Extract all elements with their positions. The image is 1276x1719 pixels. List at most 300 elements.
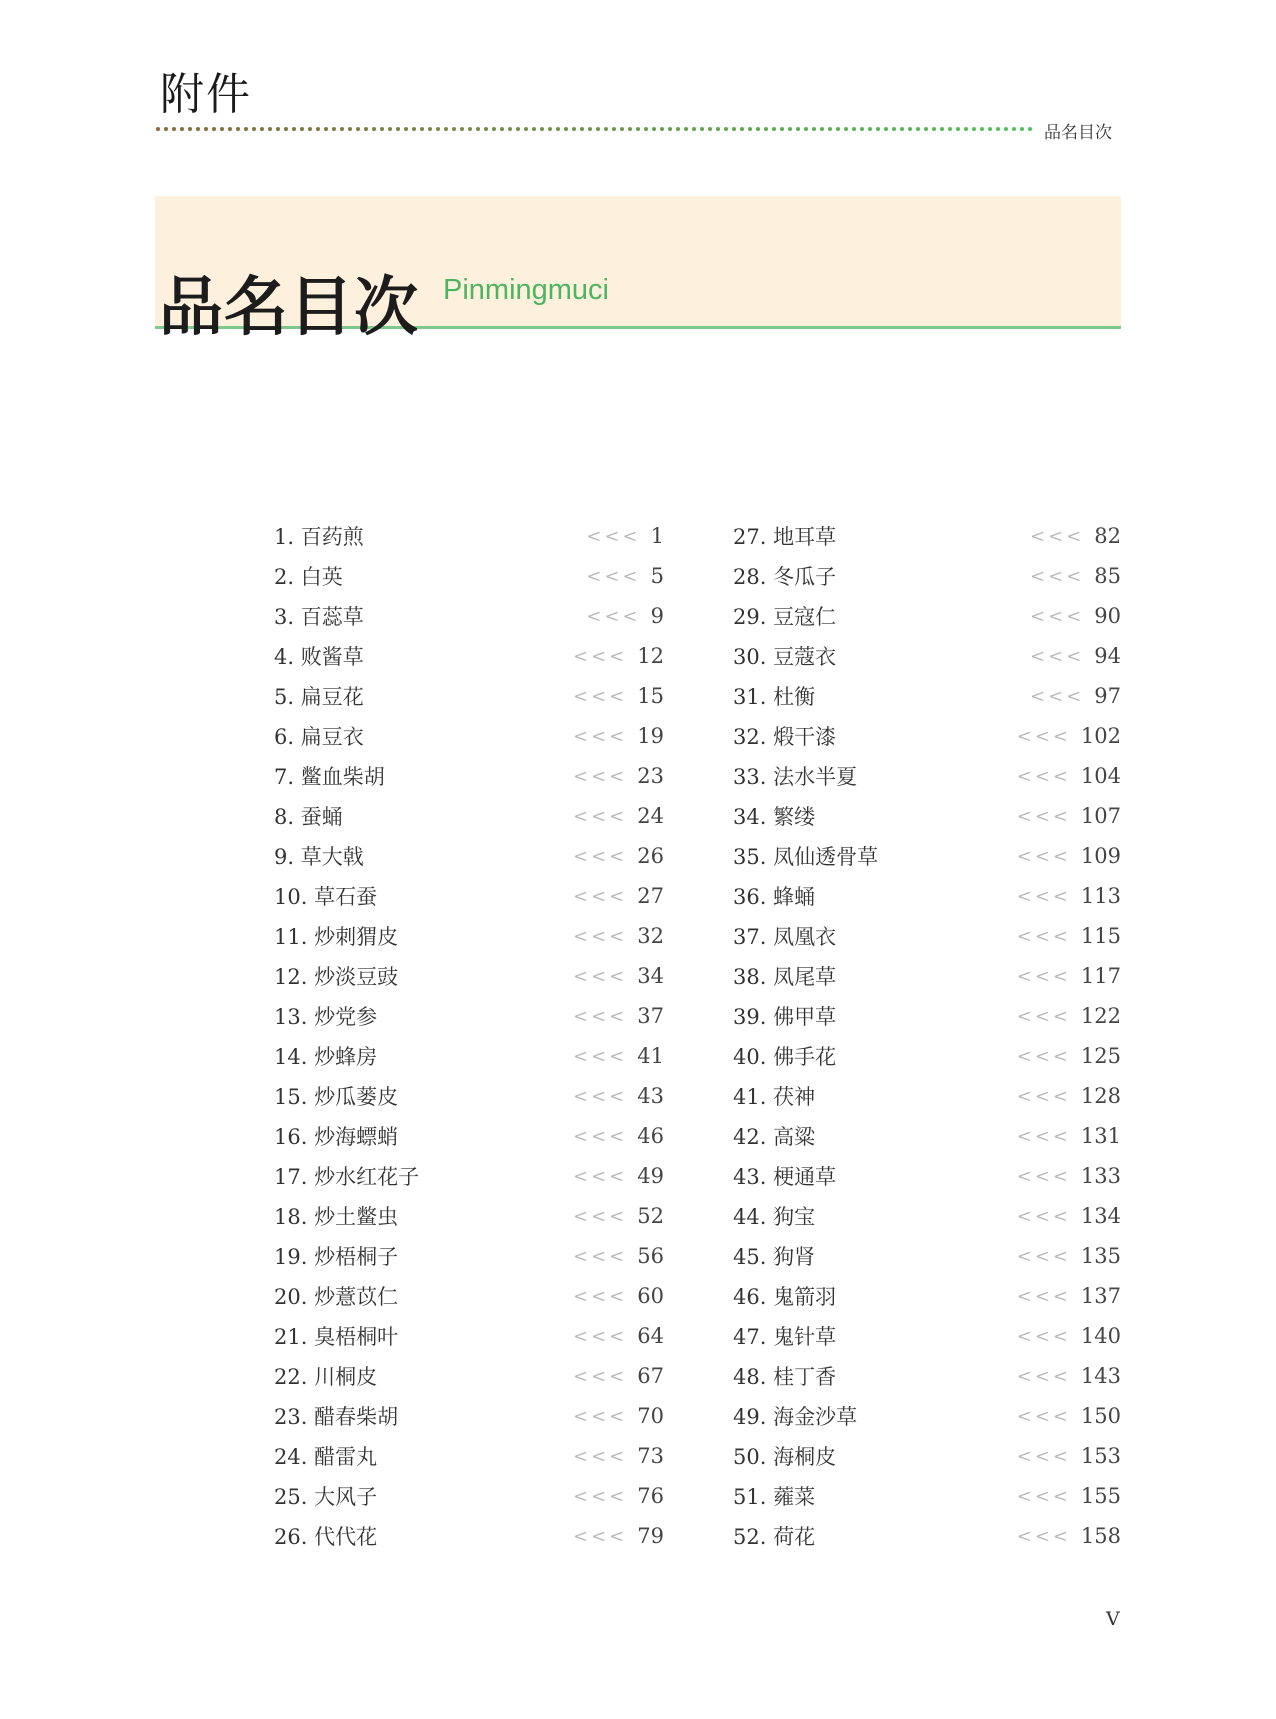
rule-dot	[276, 127, 280, 131]
leader-arrows: <<<	[573, 1325, 628, 1347]
rule-dot	[956, 127, 960, 131]
toc-entry-page-number: 135	[1080, 1244, 1121, 1268]
rule-dot	[452, 127, 456, 131]
leader-arrows: <<<	[1016, 725, 1071, 747]
toc-entry-name: 37. 凤凰衣	[733, 925, 837, 949]
leader-arrows: <<<	[1016, 845, 1071, 867]
toc-entry-page-ref	[573, 1164, 664, 1188]
leader-arrows: <<<	[1016, 805, 1071, 827]
rule-dot	[924, 127, 928, 131]
rule-dot	[284, 127, 288, 131]
rule-dot	[708, 127, 712, 131]
rule-dot	[332, 127, 336, 131]
toc-entry-page-number: 134	[1080, 1204, 1121, 1228]
rule-dot	[404, 127, 408, 131]
toc-entry-page-number: 46	[637, 1124, 664, 1148]
toc-entry[interactable]	[274, 676, 664, 716]
rule-dot	[348, 127, 352, 131]
rule-dot	[796, 127, 800, 131]
rule-dot	[412, 127, 416, 131]
toc-entry-page-number: 122	[1080, 1004, 1121, 1028]
toc-entry[interactable]	[733, 836, 1121, 876]
toc-entry-page-ref	[1030, 524, 1121, 548]
toc-entry-page-ref	[1017, 1324, 1121, 1348]
rule-dot	[932, 127, 936, 131]
leader-arrows: <<<	[573, 885, 628, 907]
toc-entry-page-ref	[573, 804, 664, 828]
leader-arrows: <<<	[573, 685, 628, 707]
toc-entry-name: 39. 佛甲草	[733, 1005, 837, 1029]
leader-arrows: <<<	[1016, 1325, 1071, 1347]
toc-entry-page-ref	[573, 844, 664, 868]
rule-dot	[732, 127, 736, 131]
rule-dot	[436, 127, 440, 131]
rule-dot	[300, 127, 304, 131]
leader-arrows: <<<	[573, 1165, 628, 1187]
toc-entry[interactable]	[733, 1476, 1121, 1516]
toc-entry-page-ref	[586, 604, 664, 628]
toc-entry[interactable]	[733, 556, 1121, 596]
rule-dot	[940, 127, 944, 131]
toc-entry[interactable]	[733, 1276, 1121, 1316]
rule-dot	[908, 127, 912, 131]
leader-arrows: <<<	[586, 525, 641, 547]
toc-entry-page-ref	[1030, 684, 1121, 708]
toc-entry-page-number: 12	[637, 644, 664, 668]
toc-entry-name: 27. 地耳草	[733, 525, 837, 549]
rule-dot	[844, 127, 848, 131]
toc-entry-page-ref	[573, 764, 664, 788]
leader-arrows: <<<	[1030, 685, 1085, 707]
rule-dot	[324, 127, 328, 131]
leader-arrows: <<<	[573, 1245, 628, 1267]
toc-entry[interactable]	[733, 1036, 1121, 1076]
rule-dot	[268, 127, 272, 131]
toc-entry[interactable]	[733, 636, 1121, 676]
toc-entry-page-ref	[1017, 1164, 1121, 1188]
toc-entry[interactable]	[733, 716, 1121, 756]
toc-entry[interactable]	[274, 556, 664, 596]
toc-entry-name: 49. 海金沙草	[733, 1405, 858, 1429]
toc-entry-page-ref	[1017, 724, 1121, 748]
toc-entry[interactable]	[274, 956, 664, 996]
toc-entry-page-ref	[573, 1204, 664, 1228]
dotted-rule	[156, 126, 1036, 132]
toc-entry[interactable]	[733, 1196, 1121, 1236]
toc-entry[interactable]	[274, 1036, 664, 1076]
toc-entry-name: 15. 炒瓜蒌皮	[274, 1085, 399, 1109]
rule-dot	[948, 127, 952, 131]
rule-dot	[388, 127, 392, 131]
toc-entry-name: 10. 草石蚕	[274, 885, 378, 909]
rule-dot	[156, 127, 160, 131]
rule-dot	[748, 127, 752, 131]
leader-arrows: <<<	[1016, 1525, 1071, 1547]
toc-entry[interactable]	[733, 1396, 1121, 1436]
toc-entry-page-number: 41	[637, 1044, 664, 1068]
rule-dot	[668, 127, 672, 131]
rule-dot	[500, 127, 504, 131]
toc-entry-name: 3. 百蕊草	[274, 605, 364, 629]
rule-dot	[684, 127, 688, 131]
rule-dot	[484, 127, 488, 131]
toc-entry-name: 4. 败酱草	[274, 645, 364, 669]
toc-entry[interactable]	[274, 1476, 664, 1516]
rule-dot	[1004, 127, 1008, 131]
toc-entry-page-ref	[1017, 844, 1121, 868]
leader-arrows: <<<	[1030, 565, 1085, 587]
toc-entry-page-number: 153	[1080, 1444, 1121, 1468]
rule-dot	[380, 127, 384, 131]
rule-dot	[396, 127, 400, 131]
toc-entry-page-number: 113	[1080, 884, 1121, 908]
toc-entry[interactable]	[733, 756, 1121, 796]
toc-entry-name: 40. 佛手花	[733, 1045, 837, 1069]
rule-dot	[772, 127, 776, 131]
toc-entry[interactable]	[733, 1116, 1121, 1156]
rule-dot	[988, 127, 992, 131]
leader-arrows: <<<	[1016, 885, 1071, 907]
rule-dot	[644, 127, 648, 131]
toc-entry-page-number: 56	[637, 1244, 664, 1268]
toc-entry[interactable]	[733, 1156, 1121, 1196]
leader-arrows: <<<	[573, 1125, 628, 1147]
toc-entry-name: 38. 凤尾草	[733, 965, 837, 989]
toc-entry-page-number: 82	[1094, 524, 1121, 548]
toc-entry-page-ref	[1017, 1084, 1121, 1108]
toc-entry-name: 28. 冬瓜子	[733, 565, 837, 589]
leader-arrows: <<<	[1016, 1125, 1071, 1147]
rule-dot	[540, 127, 544, 131]
toc-entry-name: 16. 炒海螵蛸	[274, 1125, 399, 1149]
leader-arrows: <<<	[573, 845, 628, 867]
toc-entry-name: 50. 海桐皮	[733, 1445, 837, 1469]
toc-entry-page-number: 117	[1080, 964, 1121, 988]
toc-entry-name: 23. 醋春柴胡	[274, 1405, 399, 1429]
toc-entry[interactable]	[274, 996, 664, 1036]
toc-entry-page-number: 15	[637, 684, 664, 708]
toc-entry-page-number: 133	[1080, 1164, 1121, 1188]
rule-dot	[588, 127, 592, 131]
toc-entry[interactable]	[733, 1436, 1121, 1476]
toc-entry-page-number: 140	[1080, 1324, 1121, 1348]
toc-entry[interactable]	[733, 1356, 1121, 1396]
toc-entry[interactable]	[274, 636, 664, 676]
toc-entry[interactable]	[274, 756, 664, 796]
toc-entry-page-number: 52	[637, 1204, 664, 1228]
leader-arrows: <<<	[573, 1205, 628, 1227]
toc-entry[interactable]	[733, 1316, 1121, 1356]
rule-dot	[892, 127, 896, 131]
rule-dot	[620, 127, 624, 131]
toc-entry-page-ref	[1017, 924, 1121, 948]
toc-entry-name: 1. 百药煎	[274, 525, 364, 549]
rule-dot	[564, 127, 568, 131]
toc-entry-page-ref	[573, 1324, 664, 1348]
toc-entry-name: 51. 蕹菜	[733, 1485, 816, 1509]
toc-entry-name: 32. 煅干漆	[733, 725, 837, 749]
rule-dot	[724, 127, 728, 131]
toc-entry[interactable]	[274, 836, 664, 876]
toc-entry-page-ref	[1017, 1044, 1121, 1068]
toc-entry-page-ref	[1017, 1284, 1121, 1308]
toc-entry-page-ref	[573, 724, 664, 748]
toc-entry-name: 22. 川桐皮	[274, 1365, 378, 1389]
toc-entry-name: 30. 豆蔻衣	[733, 645, 837, 669]
toc-entry[interactable]	[274, 1236, 664, 1276]
toc-entry-page-ref	[573, 644, 664, 668]
leader-arrows: <<<	[1016, 925, 1071, 947]
toc-entry-page-ref	[1017, 1524, 1121, 1548]
toc-entry-name: 19. 炒梧桐子	[274, 1245, 399, 1269]
leader-arrows: <<<	[573, 1485, 628, 1507]
toc-entry-page-number: 60	[637, 1284, 664, 1308]
toc-entry-page-number: 24	[637, 804, 664, 828]
toc-entry-page-number: 70	[637, 1404, 664, 1428]
toc-entry-page-number: 1	[650, 524, 664, 548]
toc-entry-page-ref	[1030, 564, 1121, 588]
toc-entry-name: 2. 白英	[274, 565, 343, 589]
toc-entry[interactable]	[733, 916, 1121, 956]
rule-dot	[228, 127, 232, 131]
toc-entry-name: 18. 炒土鳖虫	[274, 1205, 399, 1229]
leader-arrows: <<<	[1030, 605, 1085, 627]
toc-entry-name: 35. 凤仙透骨草	[733, 845, 879, 869]
rule-dot	[804, 127, 808, 131]
toc-entry-page-ref	[1017, 964, 1121, 988]
leader-arrows: <<<	[573, 1285, 628, 1307]
rule-dot	[508, 127, 512, 131]
toc-entry-page-number: 32	[637, 924, 664, 948]
toc-entry-page-number: 109	[1080, 844, 1121, 868]
toc-entry[interactable]	[274, 1196, 664, 1236]
rule-dot	[716, 127, 720, 131]
rule-dot	[980, 127, 984, 131]
toc-entry-name: 48. 桂丁香	[733, 1365, 837, 1389]
toc-entry-page-number: 97	[1094, 684, 1121, 708]
leader-arrows: <<<	[573, 1405, 628, 1427]
rule-dot	[260, 127, 264, 131]
rule-dot	[188, 127, 192, 131]
toc-entry-page-ref	[1017, 1364, 1121, 1388]
toc-entry-page-ref	[1017, 1124, 1121, 1148]
toc-entry-name: 5. 扁豆花	[274, 685, 364, 709]
toc-entry[interactable]	[274, 1156, 664, 1196]
rule-dot	[836, 127, 840, 131]
rule-dot	[516, 127, 520, 131]
toc-entry-name: 43. 梗通草	[733, 1165, 837, 1189]
rule-dot	[596, 127, 600, 131]
rule-dot	[428, 127, 432, 131]
toc-entry-page-number: 43	[637, 1084, 664, 1108]
toc-entry-page-number: 73	[637, 1444, 664, 1468]
toc-entry-name: 11. 炒刺猬皮	[274, 925, 399, 949]
leader-arrows: <<<	[573, 1525, 628, 1547]
rule-dot	[676, 127, 680, 131]
toc-entry-page-number: 37	[637, 1004, 664, 1028]
rule-dot	[764, 127, 768, 131]
rule-dot	[972, 127, 976, 131]
rule-dot	[468, 127, 472, 131]
toc-entry-page-ref	[573, 924, 664, 948]
rule-dot	[1012, 127, 1016, 131]
toc-entry-name: 29. 豆寇仁	[733, 605, 837, 629]
rule-dot	[964, 127, 968, 131]
toc-entry-page-ref	[573, 1284, 664, 1308]
leader-arrows: <<<	[1016, 1165, 1071, 1187]
rule-dot	[900, 127, 904, 131]
rule-dot	[604, 127, 608, 131]
rule-dot	[636, 127, 640, 131]
toc-entry-page-ref	[1017, 1404, 1121, 1428]
rule-dot	[876, 127, 880, 131]
toc-entry[interactable]	[733, 956, 1121, 996]
toc-entry-name: 31. 杜衡	[733, 685, 816, 709]
rule-dot	[572, 127, 576, 131]
toc-entry-page-number: 23	[637, 764, 664, 788]
toc-entry-name: 20. 炒薏苡仁	[274, 1285, 399, 1309]
toc-entry-page-ref	[573, 684, 664, 708]
toc-entry-page-ref	[1017, 1444, 1121, 1468]
toc-entry-page-ref	[573, 1084, 664, 1108]
toc-entry-page-number: 150	[1080, 1404, 1121, 1428]
rule-dot	[828, 127, 832, 131]
toc-entry-page-number: 102	[1080, 724, 1121, 748]
rule-dot	[884, 127, 888, 131]
header-title: 附件	[160, 69, 252, 120]
toc-entry-name: 9. 草大戟	[274, 845, 364, 869]
toc-column-right	[733, 516, 1121, 1556]
toc-entry-page-number: 79	[637, 1524, 664, 1548]
rule-dot	[756, 127, 760, 131]
rule-dot	[244, 127, 248, 131]
rule-dot	[780, 127, 784, 131]
leader-arrows: <<<	[1030, 525, 1085, 547]
toc-entry-name: 8. 蚕蛹	[274, 805, 343, 829]
toc-entry-name: 45. 狗肾	[733, 1245, 816, 1269]
toc-entry[interactable]	[733, 676, 1121, 716]
toc-entry-page-number: 76	[637, 1484, 664, 1508]
title-banner	[155, 196, 1121, 345]
rule-dot	[252, 127, 256, 131]
rule-dot	[1020, 127, 1024, 131]
toc-entry-page-ref	[573, 884, 664, 908]
rule-dot	[340, 127, 344, 131]
toc-entry-page-ref	[1017, 1244, 1121, 1268]
rule-dot	[692, 127, 696, 131]
toc-entry-name: 34. 繁缕	[733, 805, 816, 829]
leader-arrows: <<<	[573, 1085, 628, 1107]
toc-entry[interactable]	[274, 1316, 664, 1356]
leader-arrows: <<<	[573, 645, 628, 667]
toc-entry[interactable]	[274, 516, 664, 556]
leader-arrows: <<<	[1016, 1085, 1071, 1107]
toc-entry-name: 17. 炒水红花子	[274, 1165, 420, 1189]
toc-entry-page-number: 90	[1094, 604, 1121, 628]
toc-entry[interactable]	[733, 596, 1121, 636]
toc-entry[interactable]	[733, 876, 1121, 916]
toc-entry[interactable]	[274, 796, 664, 836]
leader-arrows: <<<	[573, 1045, 628, 1067]
toc-entry[interactable]	[274, 1276, 664, 1316]
toc-entry-page-number: 26	[637, 844, 664, 868]
toc-entry-page-number: 9	[650, 604, 664, 628]
toc-entry-name: 12. 炒淡豆豉	[274, 965, 399, 989]
toc-entry[interactable]	[733, 1516, 1121, 1556]
toc-entry[interactable]	[733, 1076, 1121, 1116]
leader-arrows: <<<	[1016, 965, 1071, 987]
toc-entry-page-ref	[573, 1484, 664, 1508]
toc-entry-name: 41. 茯神	[733, 1085, 816, 1109]
rule-dot	[652, 127, 656, 131]
leader-arrows: <<<	[1016, 1285, 1071, 1307]
toc-entry-name: 46. 鬼箭羽	[733, 1285, 837, 1309]
rule-dot	[212, 127, 216, 131]
toc-entry-page-number: 143	[1080, 1364, 1121, 1388]
rule-dot	[700, 127, 704, 131]
rule-dot	[460, 127, 464, 131]
toc-entry-page-number: 67	[637, 1364, 664, 1388]
toc-column-left	[274, 516, 664, 1556]
toc-entry[interactable]	[274, 1116, 664, 1156]
leader-arrows: <<<	[1016, 1405, 1071, 1427]
leader-arrows: <<<	[1016, 1005, 1071, 1027]
rule-dot	[492, 127, 496, 131]
toc-entry-page-ref	[573, 1124, 664, 1148]
toc-entry[interactable]	[274, 1396, 664, 1436]
toc-entry-page-ref	[1017, 1484, 1121, 1508]
toc-entry-page-number: 85	[1094, 564, 1121, 588]
rule-dot	[812, 127, 816, 131]
toc-entry[interactable]	[274, 876, 664, 916]
rule-dot	[788, 127, 792, 131]
toc-entry-page-ref	[573, 1524, 664, 1548]
leader-arrows: <<<	[1016, 1445, 1071, 1467]
toc-entry[interactable]	[733, 1236, 1121, 1276]
rule-dot	[180, 127, 184, 131]
toc-entry-name: 42. 高粱	[733, 1125, 816, 1149]
toc-entry-page-number: 137	[1080, 1284, 1121, 1308]
rule-dot	[628, 127, 632, 131]
toc-entry-page-number: 19	[637, 724, 664, 748]
toc-entry[interactable]	[733, 516, 1121, 556]
toc-entry-page-number: 155	[1080, 1484, 1121, 1508]
leader-arrows: <<<	[1016, 1485, 1071, 1507]
toc-entry[interactable]	[274, 1436, 664, 1476]
rule-dot	[524, 127, 528, 131]
toc-entry-page-ref	[586, 524, 664, 548]
toc-entry-name: 52. 荷花	[733, 1525, 816, 1549]
leader-arrows: <<<	[1016, 1045, 1071, 1067]
toc-entry[interactable]	[274, 716, 664, 756]
toc-entry-page-number: 64	[637, 1324, 664, 1348]
toc-entry[interactable]	[733, 996, 1121, 1036]
toc-entry-page-ref	[573, 964, 664, 988]
rule-dot	[612, 127, 616, 131]
toc-entry[interactable]	[274, 596, 664, 636]
rule-dot	[308, 127, 312, 131]
toc-entry-page-number: 34	[637, 964, 664, 988]
toc-entry[interactable]	[733, 796, 1121, 836]
toc-entry[interactable]	[274, 916, 664, 956]
leader-arrows: <<<	[573, 1365, 628, 1387]
toc-entry[interactable]	[274, 1516, 664, 1556]
toc-entry[interactable]	[274, 1356, 664, 1396]
toc-entry-name: 14. 炒蜂房	[274, 1045, 378, 1069]
leader-arrows: <<<	[586, 605, 641, 627]
toc-entry[interactable]	[274, 1076, 664, 1116]
toc-entry-page-number: 131	[1080, 1124, 1121, 1148]
